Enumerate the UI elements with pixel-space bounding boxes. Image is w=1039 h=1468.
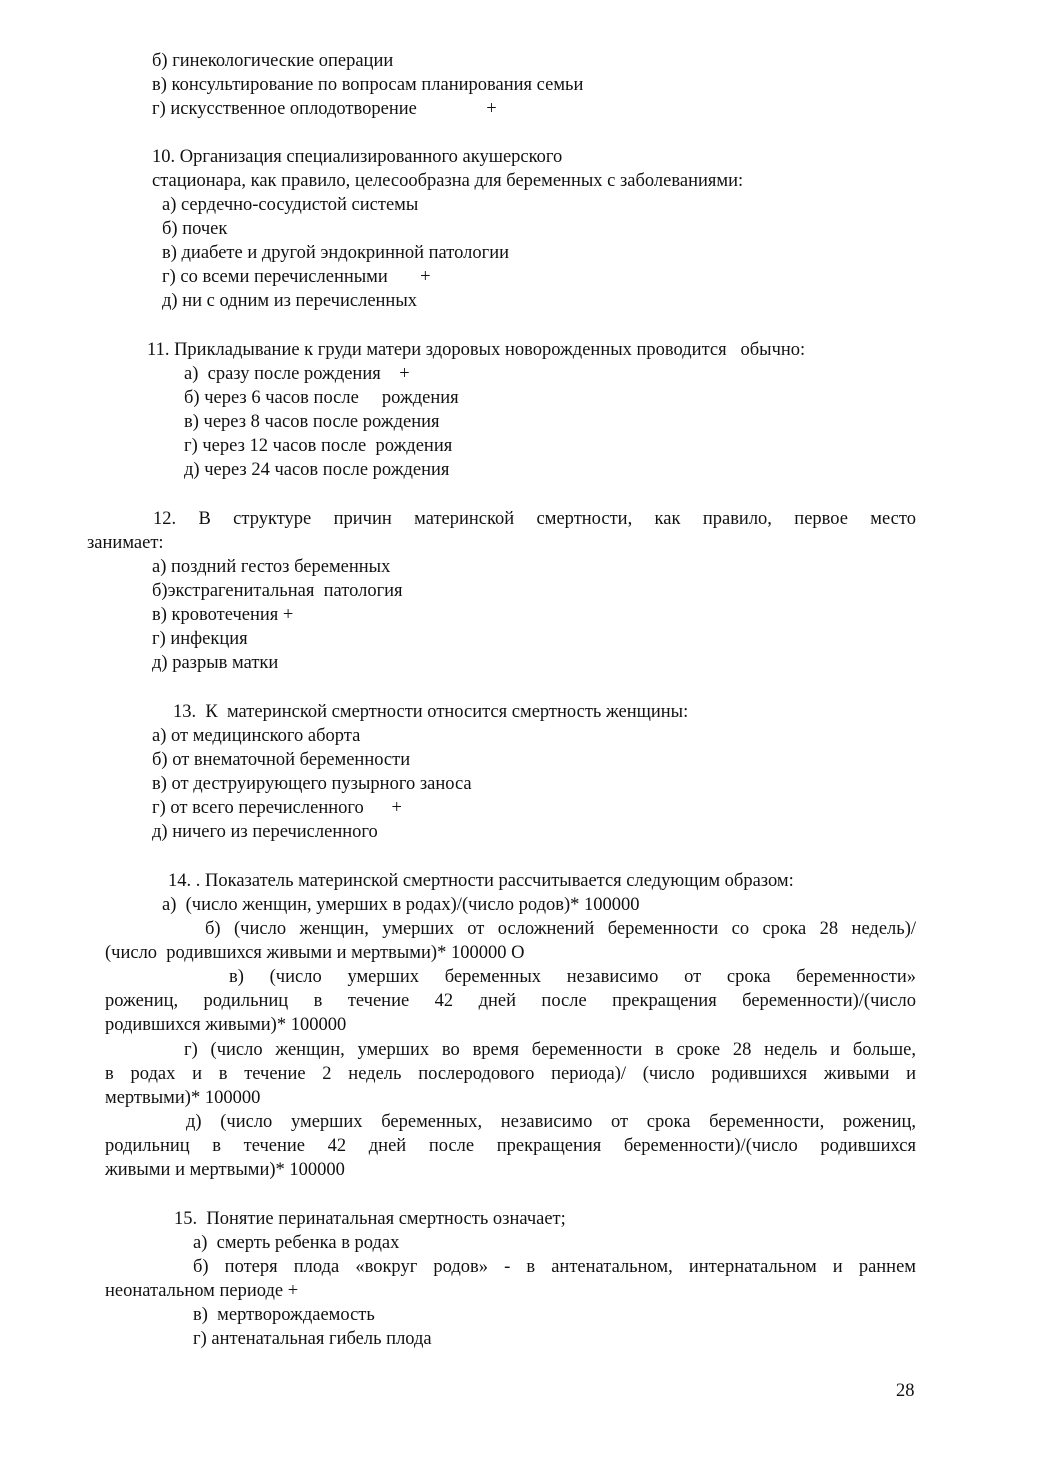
q14-option-b-line-2: (число родившихся живыми и мертвыми)* 100000 О [105, 943, 525, 963]
q14-option-d-line-2: родильниц в течение 42 дней после прекращения беременности)/(число родившихся [105, 1136, 916, 1156]
q10-option-v: в) диабете и другой эндокринной патологии [162, 243, 510, 263]
q15-option-a: а) смерть ребенка в родах [193, 1233, 400, 1253]
q13-option-v: в) от деструирующего пузырного заноса [152, 774, 472, 794]
q12-option-v: в) кровотечения + [152, 605, 294, 625]
q13-option-a: а) от медицинского аборта [152, 726, 361, 746]
q14-option-d-line-1: д) (число умерших беременных, независимо от срока беременности, рожениц, [186, 1112, 916, 1132]
q14-option-g-line-1: г) (число женщин, умерших во время беременности в сроке 28 недель и больше, [184, 1040, 916, 1060]
q14-option-g-line-3: мертвыми)* 100000 [105, 1088, 261, 1108]
q14-option-g-line-2: в родах и в течение 2 недель послеродового периода)/ (число родившихся живыми и [105, 1064, 916, 1084]
q11-option-g: г) через 12 часов после рождения [184, 436, 453, 456]
q9-option-g: г) искусственное оплодотворение + [152, 99, 497, 119]
q14-option-v-line-2: рожениц, родильниц в течение 42 дней после прекращения беременности)/(число [105, 991, 916, 1011]
page-number: 28 [896, 1381, 915, 1401]
q15-option-b-line-2: неонатальном периоде + [105, 1281, 299, 1301]
q14-option-a: а) (число женщин, умерших в родах)/(число родов)* 100000 [162, 895, 640, 915]
q9-option-b: б) гинекологические операции [152, 51, 394, 71]
q12-title-line-2: занимает: [87, 533, 164, 553]
q14-option-v-line-1: в) (число умерших беременных независимо от срока беременности» [229, 967, 916, 987]
q15-option-g: г) антенатальная гибель плода [193, 1329, 432, 1349]
q11-option-b: б) через 6 часов после рождения [184, 388, 459, 408]
q15-title: 15. Понятие перинатальная смертность означает; [174, 1209, 566, 1229]
q15-option-b-line-1: б) потеря плода «вокруг родов» - в антенатальном, интернатальном и раннем [193, 1257, 916, 1277]
q12-option-g: г) инфекция [152, 629, 248, 649]
q13-option-g: г) от всего перечисленного + [152, 798, 402, 818]
q12-title-line-1: 12. В структуре причин материнской смертности, как правило, первое место [153, 509, 916, 529]
q10-title-line-1: 10. Организация специализированного акушерского [152, 147, 563, 167]
q14-option-d-line-3: живыми и мертвыми)* 100000 [105, 1160, 345, 1180]
q11-option-v: в) через 8 часов после рождения [184, 412, 440, 432]
q10-title-line-2: стационара, как правило, целесообразна для беременных с заболеваниями: [152, 171, 744, 191]
q13-title: 13. К материнской смертности относится смертность женщины: [173, 702, 689, 722]
q11-option-d: д) через 24 часов после рождения [184, 460, 450, 480]
q12-option-b: б)экстрагенитальная патология [152, 581, 403, 601]
q10-option-d: д) ни с одним из перечисленных [162, 291, 418, 311]
q15-option-v: в) мертворождаемость [193, 1305, 375, 1325]
q10-option-a: а) сердечно-сосудистой системы [162, 195, 419, 215]
q12-option-d: д) разрыв матки [152, 653, 279, 673]
q10-option-g: г) со всеми перечисленными + [162, 267, 431, 287]
q13-option-b: б) от внематочной беременности [152, 750, 411, 770]
q11-option-a: а) сразу после рождения + [184, 364, 410, 384]
q10-option-b: б) почек [162, 219, 228, 239]
q11-title: 11. Прикладывание к груди матери здоровых новорожденных проводится обычно: [147, 340, 806, 360]
q12-option-a: а) поздний гестоз беременных [152, 557, 391, 577]
q14-option-v-line-3: родившихся живыми)* 100000 [105, 1015, 347, 1035]
q9-option-v: в) консультирование по вопросам планирования семьи [152, 75, 584, 95]
q14-title: 14. . Показатель материнской смертности рассчитывается следующим образом: [168, 871, 794, 891]
q13-option-d: д) ничего из перечисленного [152, 822, 378, 842]
q14-option-b-line-1: б) (число женщин, умерших от осложнений беременности со срока 28 недель)/ [205, 919, 916, 939]
